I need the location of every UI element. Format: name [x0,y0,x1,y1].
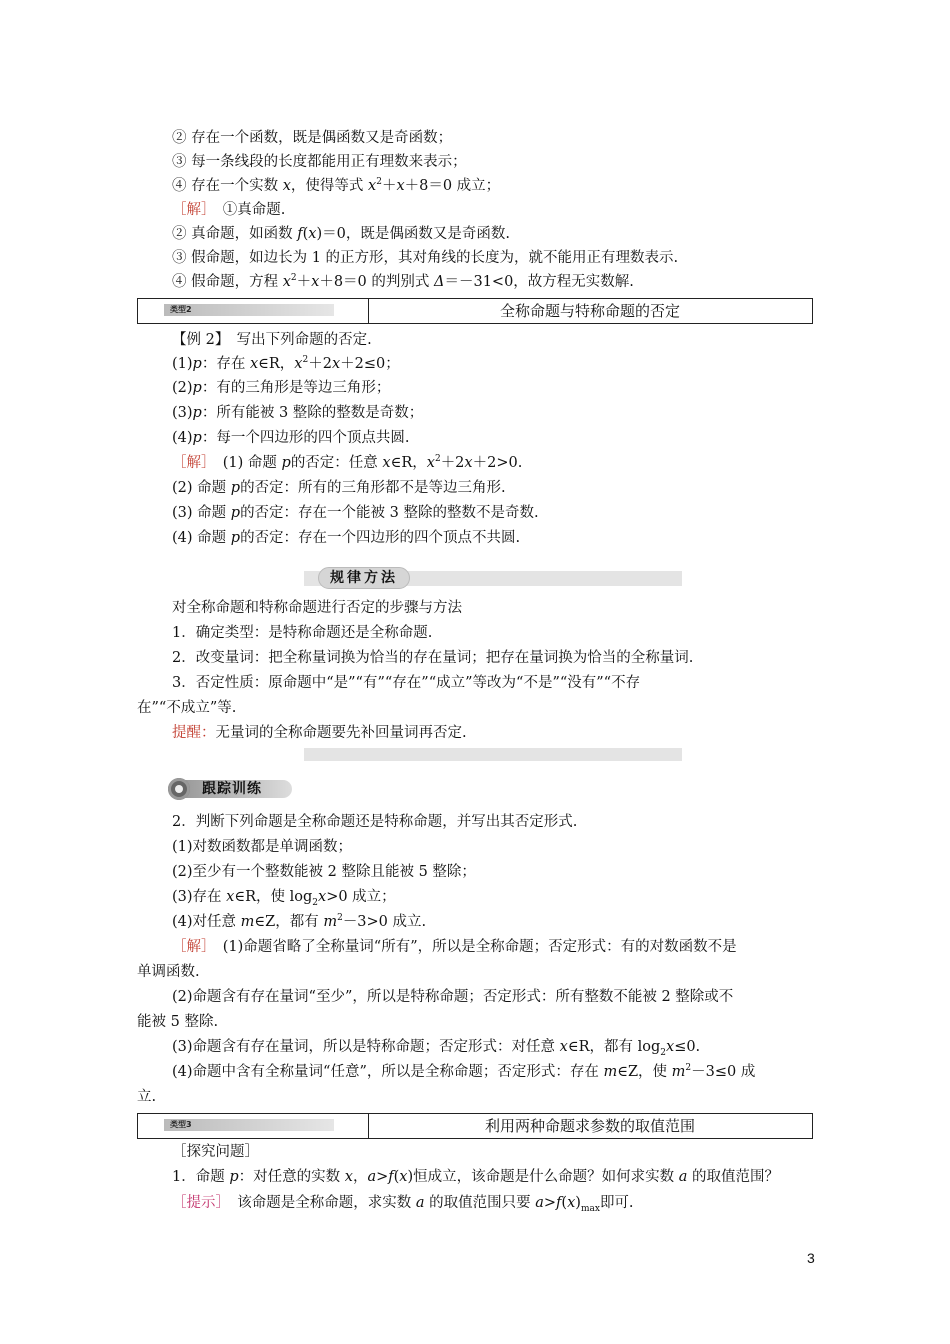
text-line: 单调函数. [137,964,200,980]
text-line: (1)对数函数都是单调函数； [172,839,353,855]
rule-title: 规律方法 [318,567,410,589]
solution-line: ［解］ (1)命题省略了全称量词“所有”，所以是全称命题；否定形式：有的对数函数不是 [172,939,737,955]
text-line: ③ 假命题，如边长为 1 的正方形，其对角线的长度为，就不能用正有理数表示. [172,250,679,266]
track-title: 跟踪训练 [182,780,292,798]
text-line: ④ 假命题，方程 $x^2+x+8=0$ 的判别式 Δ＝－31<0，故方程无实数解. [172,273,634,290]
text-line: (3) 命题 p的否定：存在一个能被 3 整除的整数不是奇数. [172,505,539,521]
type-3-header [137,1113,813,1139]
text-line: (4)p：每一个四边形的四个顶点共圆. [172,430,410,446]
text-line: 立. [137,1089,157,1105]
type-title: 利用两种命题求参数的取值范围 [484,1117,695,1135]
solution-line: ［解］ ①真命题. [172,202,286,218]
target-icon [168,778,190,800]
text-line: (4)对任意 m∈Z，都有 $m^2-3>0$ 成立. [172,913,427,930]
rule-line: 1．确定类型：是特称命题还是全称命题. [172,625,433,641]
text-line: (3)命题含有存在量词，所以是特称命题；否定形式：对任意 x∈R，都有 $\log_2x\le 0$. [172,1039,701,1058]
solution-line: ［解］ (1) 命题 p的否定：任意 x∈R，$x^2+2x+2>0$. [172,454,523,471]
text-line: 能被 5 整除. [137,1014,219,1030]
text-line: 2．判断下列命题是全称命题还是特称命题，并写出其否定形式. [172,814,578,830]
rule-line: 2．改变量词：把全称量词换为恰当的存在量词；把存在量词换为恰当的全称量词. [172,650,694,666]
text-line: (4) 命题 p的否定：存在一个四边形的四个顶点不共圆. [172,530,521,546]
type-title: 全称命题与特称命题的否定 [499,302,680,320]
rule-line: 对全称命题和特称命题进行否定的步骤与方法 [172,600,462,616]
text-line: (1)p：存在 x∈R，$x^2+2x+2\le 0$； [172,355,400,372]
text-line: (2)命题含有存在量词“至少”，所以是特称命题；否定形式：所有整数不能被 2 整除或不 [172,989,734,1005]
text-line: ④ 存在一个实数 x，使得等式 $x^2+x+8=0$ 成立； [172,177,501,194]
type-2-header [137,298,813,324]
text-line: (2)p：有的三角形是等边三角形； [172,380,391,396]
rule-line: 在”“不成立”等. [137,700,237,716]
hint-line: ［提示］ 该命题是全称命题，求实数 a 的取值范围只要 $a>f(x)_{max}$即可. [172,1195,634,1214]
rule-end-bar [304,748,682,761]
text-line: ③ 每一条线段的长度都能用正有理数来表示； [172,154,467,170]
example-title: 【例 2】 写出下列命题的否定. [172,332,372,348]
text-line: ② 存在一个函数，既是偶函数又是奇函数； [172,130,453,146]
text-line: (2) 命题 p的否定：所有的三角形都不是等边三角形. [172,480,506,496]
explore-label: ［探究问题］ [172,1144,259,1160]
type-tag: 类型2 [170,305,192,314]
rule-line: 3．否定性质：原命题中“是”“有”“存在”“成立”等改为“不是”“没有”“不存 [172,675,641,691]
text-line: ② 真命题，如函数 f(x)＝0，既是偶函数又是奇函数. [172,226,510,242]
track-training-header [168,778,290,800]
type-tag: 类型3 [170,1120,192,1129]
page-number: 3 [807,1250,815,1266]
text-line: 1．命题 p：对任意的实数 x，a>f(x)恒成立，该命题是什么命题？如何求实数 a 的取值范围？ [172,1169,780,1185]
text-line: (3)p：所有能被 3 整除的整数是奇数； [172,405,424,421]
text-line: (3)存在 x∈R，使 $\log_2x>0$ 成立； [172,889,396,908]
text-line: (4)命题中含有全称量词“任意”，所以是全称命题；否定形式：存在 m∈Z，使 $m^2-3\le 0$ 成 [172,1063,756,1080]
text-line: (2)至少有一个整数能被 2 整除且能被 5 整除； [172,864,476,880]
remind-line: 提醒：无量词的全称命题要先补回量词再否定. [172,725,467,741]
